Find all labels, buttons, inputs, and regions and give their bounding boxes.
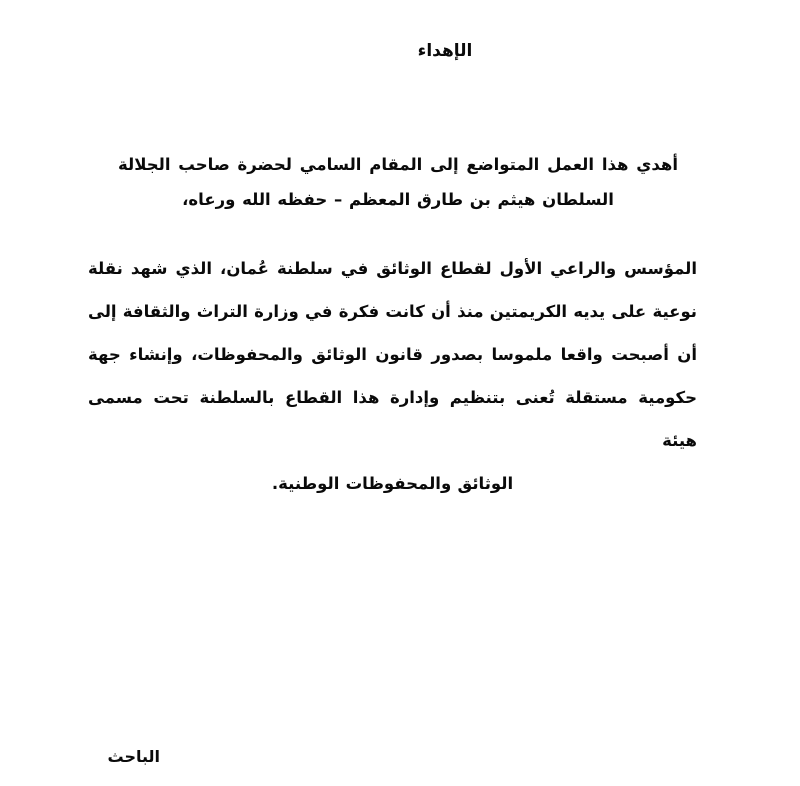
signature-line: الباحث: [107, 747, 160, 766]
dedication-paragraph: أهدي هذا العمل المتواضع إلى المقام السامي لحضرة صاحب الجلالة السلطان هيثم بن طارق المعظم – حفظه الله ورعاه،: [118, 154, 678, 209]
body-paragraph-text: المؤسس والراعي الأول لقطاع الوثائق في سلطنة عُمان، الذي شهد نقلة نوعية على يديه الكريمتين منذ أن كانت فكرة في وزارة التراث والثقافة إلى أن أصبحت واقعا ملموسا بصدور قانون الوثائق والمحفوظات، وإنشاء جهة حكومية مستقلة تُعنى بتنظيم وإدارة هذا القطاع بالسلطنة تحت مسمى هيئة: [88, 259, 697, 450]
body-paragraph: [88, 247, 697, 505]
body-closing-line: الوثائق والمحفوظات الوطنية.: [271, 474, 514, 493]
page-title: الإهداء: [417, 41, 473, 62]
